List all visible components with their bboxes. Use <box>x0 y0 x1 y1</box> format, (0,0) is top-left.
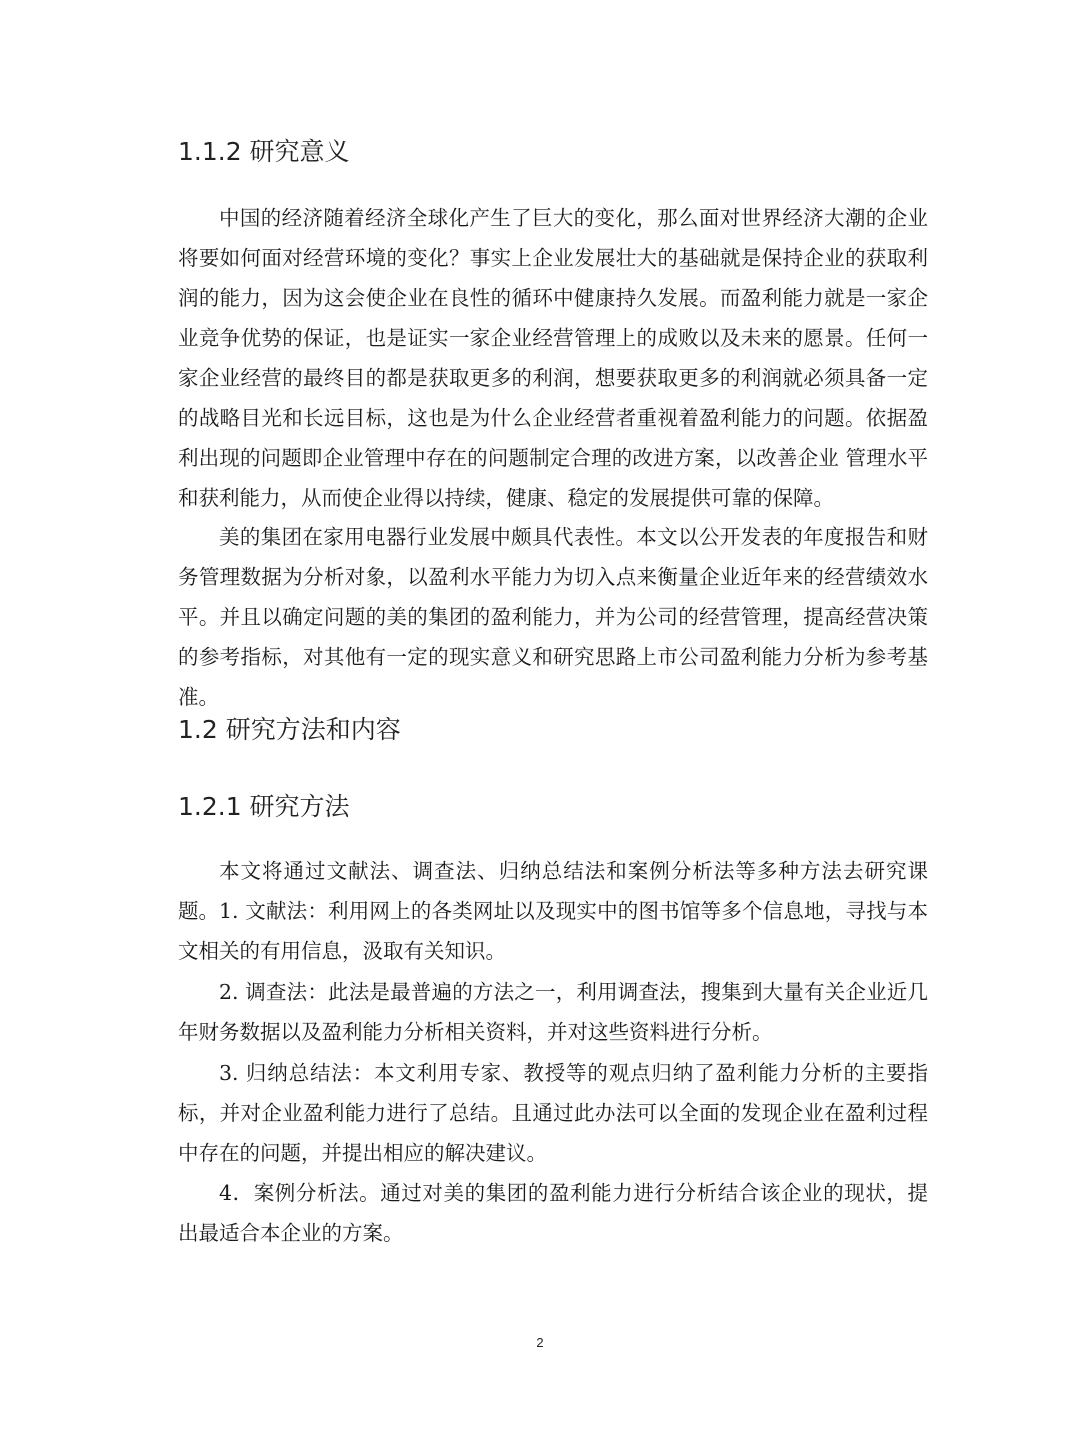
paragraph-research-significance-1: 中国的经济随着经济全球化产生了巨大的变化，那么面对世界经济大潮的企业将要如何面对经营环境的变化？事实上企业发展壮大的基础就是保持企业的获取利润的能力，因为这会使企业在良性的循环中健康持久发展。而盈利能力就是一家企业竞争优势的保证，也是证实一家企业经营管理上的成败以及未来的愿景。任何一家企业经营的最终目的都是获取更多的利润，想要获取更多的利润就必须具备一定的战略目光和长远目标，这也是为什么企业经营者重视着盈利能力的问题。依据盈利出现的问题即企业管理中存在的问题制定合理的改进方案，以改善企业 管理水平和获利能力，从而使企业得以持续，健康、稳定的发展提供可靠的保障。 <box>178 206 928 510</box>
paragraph-method-case-study: 4．案例分析法。通过对美的集团的盈利能力进行分析结合该企业的现状，提出最适合本企业的方案。 <box>178 1181 928 1245</box>
section-heading-1-1-2: 1.1.2 研究意义 <box>178 137 350 166</box>
section-heading-1-2: 1.2 研究方法和内容 <box>178 715 401 744</box>
section-heading-1-2-1: 1.2.1 研究方法 <box>178 792 350 821</box>
paragraph-method-literature: 1. 文献法：利用网上的各类网址以及现实中的图书馆等多个信息地，寻找与本文相关的有用信息，汲取有关知识。 <box>178 899 928 963</box>
paragraph-methods-intro: 本文将通过文献法、调查法、归纳总结法和案例分析法等多种方法去研究课题。 <box>178 859 928 923</box>
paragraph-method-induction: 3. 归纳总结法：本文利用专家、教授等的观点归纳了盈利能力分析的主要指标，并对企业盈利能力进行了总结。且通过此办法可以全面的发现企业在盈利过程中存在的问题，并提出相应的解决建议。 <box>178 1061 928 1165</box>
paragraph-method-survey: 2. 调查法：此法是最普遍的方法之一，利用调查法，搜集到大量有关企业近几年财务数据以及盈利能力分析相关资料，并对这些资料进行分析。 <box>178 980 928 1044</box>
paragraph-research-significance-2: 美的集团在家用电器行业发展中颇具代表性。本文以公开发表的年度报告和财务管理数据为分析对象，以盈利水平能力为切入点来衡量企业近年来的经营绩效水平。并且以确定问题的美的集团的盈利能力，并为公司的经营管理，提高经营决策的参考指标，对其他有一定的现实意义和研究思路上市公司盈利能力分析为参考基准。 <box>178 525 928 709</box>
page-number: 2 <box>536 1335 544 1350</box>
